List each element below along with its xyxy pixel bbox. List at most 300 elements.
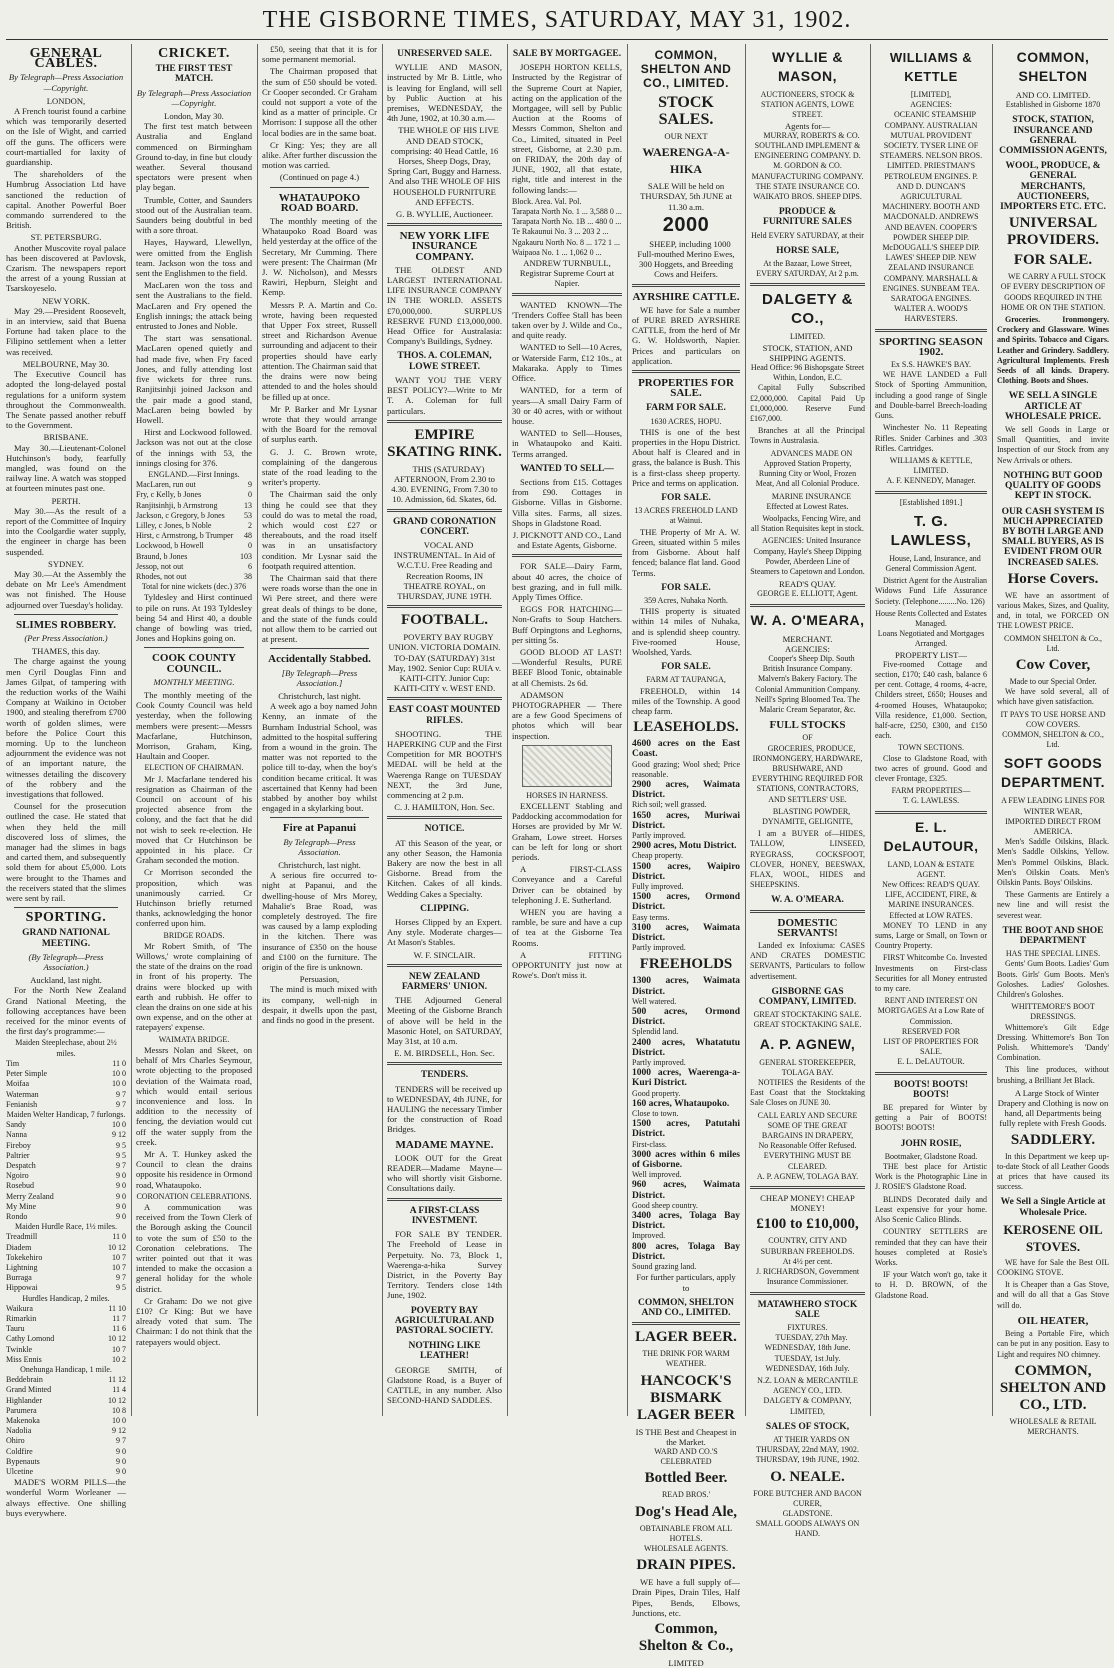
advert-text: GOOD BLOOD AT LAST!—Wonderful Results, PURE BEEF Blood Tonic, obtainable at all Chemists. 2s 6d. (512, 646, 622, 688)
batsman-runs: 38 (244, 571, 252, 581)
advert-text: GREAT STOCKTAKING SALE. GREAT STOCKTAKING SALE. (753, 1010, 862, 1030)
advert-text: THE WHOLE OF HIS LIVE AND DEAD STOCK, comprising: 40 Head Cattle, 16 Horses, Sheep Dogs, Dray, Spring Cart, Buggy and Harness. And also THE WHOLE OF HIS HOUSEHOLD FURNITURE AND EFFECTS. (387, 125, 502, 207)
race-entry (6, 1181, 126, 1191)
horse-name: Tauru (6, 1324, 25, 1334)
advert-heading: FREEHOLDS (639, 956, 733, 973)
advert-subhead: READ BROS.' (661, 1490, 711, 1500)
horse-name: Paltrier (6, 1150, 30, 1160)
advert-text: No Reasonable Offer Refused. (758, 1141, 857, 1151)
advert-subhead: LAND, LOAN & ESTATE AGENT. (887, 859, 975, 879)
advert-text: Loans Negotiated and Mortgages Arranged. (877, 629, 985, 649)
property-detail: Good property. (632, 1088, 681, 1098)
advert-signature: A. P. AGNEW, TOLAGA BAY. (756, 1171, 859, 1181)
advert-text: NOTIFIES the Residents of the East Coast that the Stocktaking Sale Closes on JUNE 30. (750, 1078, 865, 1108)
article-paragraph: The charge against the young men Cyril Douglas Finn and James Gilpat, of tampering with the reduction works of the Waihi Company at Waikino in October 1900, and stealing therefrom £700 worth of golden slimes, were before the Police Court this morning. Up to the luncheon adjournment the evidence was not of an important nature, the witnesses detailing the discovery of the robbery and the investigations that followed. (6, 656, 126, 800)
advert-text: House, Land, Insurance, and General Commission Agent. (885, 553, 981, 573)
article-paragraph: MacLaren won the toss and sent the Australians to the field. MacLaren and Fry opened the English innings; the attack being entrusted to Jones and Noble. (136, 280, 252, 332)
advert-text: WANTED to Sell—10 Acres, or Waterside Farm, £12 10s., at Makaraka. Apply to Times Office. (512, 342, 622, 384)
batsman-runs: 0 (248, 490, 252, 500)
divider (14, 614, 118, 615)
illustration-caption: HORSES IN HARNESS. (526, 790, 608, 800)
race-entry (6, 1324, 126, 1334)
horse-weight: 11 0 (112, 1058, 126, 1068)
horse-name: Waikura (6, 1303, 33, 1313)
advert-text: Five-roomed Cottage and section, £170; £40 cash, balance 6 per cent. Cottage, 4 rooms, 4-acre, Childers street, £650; Houses and 4-roomed Houses, Whataupoko; Villa residence, £1,000. Section, half-acre, £250, £300, and £150 each. (875, 659, 987, 741)
batsman-name: MacLaren, run out (136, 480, 196, 490)
divider (875, 811, 987, 814)
property-heading: 2900 acres, Motu District. (632, 841, 737, 852)
advert-heading: STOCK, STATION, INSURANCE AND GENERAL COMMISSION AGENTS, (999, 115, 1107, 157)
section-heading: ELECTION OF CHAIRMAN. (144, 763, 244, 773)
race-entry (6, 1192, 126, 1202)
advert-text: COUNTRY SETTLERS are reminded that they can have their houses completed at Rosie's Works. (875, 1227, 987, 1267)
advert-text: POVERTY BAY RUGBY UNION. VICTORIA DOMAIN. TO-DAY (SATURDAY) 31st May, 1902. Senior Cup: RUIA v. KAITI-CITY. Junior Cup: KAITI-CITY v. WEST END. (388, 632, 501, 694)
advert-text: MONEY TO LEND in any sums, Large or Small, on Town or Country Property. (875, 920, 987, 951)
divider (270, 817, 369, 818)
advert-text: WE CARRY A FULL STOCK OF EVERY DESCRIPTION OF GOODS REQUIRED IN THE HOME OR ON THE STATION. (1000, 272, 1106, 312)
advert-text: RESERVED FOR (901, 1026, 961, 1036)
advert-text: Held EVERY SATURDAY, at their (751, 230, 864, 240)
advert-heading: DRAIN PIPES. (636, 1557, 736, 1574)
advert-heading: SOFT GOODS DEPARTMENT. (1000, 755, 1106, 791)
advert-heading: PRODUCE & FURNITURE SALES (763, 207, 852, 228)
race-entry (6, 1069, 126, 1079)
property-heading: 1650 acres, Muriwai District. (632, 810, 740, 831)
advert-text: Woolpacks, Fencing Wire, and all Station Requisites kept in stock. (751, 513, 864, 534)
race-entry (6, 1385, 126, 1395)
land-row: Ngakauru North No. 8 ... 172 1 ... (512, 237, 620, 247)
advert-text: Winchester No. 11 Repeating Rifles. Snider Carbines and .303 Rifles. Cartridges. (875, 423, 987, 453)
table-header: Block. Area. Val. Pol. (512, 196, 582, 206)
horse-weight: 11 12 (108, 1375, 126, 1385)
advert-text: BLINDS Decorated daily and Least expensive for your home. Also Scenic Calico Blinds. (875, 1194, 987, 1225)
article-paragraph: Messrs P. A. Martin and Co. wrote, having been requested that Upper Fox street, Russell street and Richardson Avenue surrounding and adjacent to their properties should have early attention. The Chairman said that the drains were now being attended to and the holes should be filled up at once. (262, 299, 377, 402)
article-paragraph: G. J. C. Brown wrote, complaining of the dangerous state of the road leading to the writer's property. (262, 446, 377, 488)
advert-heading: WE SELL A SINGLE ARTICLE AT WHOLESALE PRICE. (1004, 391, 1102, 422)
advert-text: READ'S QUAY. (779, 579, 836, 590)
horse-weight: 10 7 (112, 1262, 126, 1272)
advert-text: A FIRST-CLASS Conveyance and a Careful Driver can be obtained by telephoning J. E. Sutherland. (512, 864, 622, 905)
divider (750, 1186, 865, 1189)
property-detail: Partly improved. (632, 830, 686, 840)
advert-signature: COMMON, SHELTON & CO., Ltd. (1002, 729, 1104, 750)
advert-heading: FOR SALE. (661, 582, 711, 593)
advert-text: New Offices: READ'S QUAY. (882, 880, 980, 889)
horse-name: Miss Ennis (6, 1354, 42, 1364)
masthead-title: THE GISBORNE TIMES, SATURDAY, MAY 31, 1902. (262, 7, 852, 33)
dateline: Auckland, last night. (30, 975, 102, 986)
advert-text: WE have for Sale a number of PURE BRED AYRSHIRE CATTLE, from the herd of Mr G. W. Holdsworth, Napier. Prices and particulars on application. (632, 304, 740, 366)
horse-weight: 9 5 (116, 1283, 126, 1293)
advert-heading: FULL STOCKS (769, 719, 846, 732)
race-entry (6, 1243, 126, 1253)
advert-subhead: AUCTIONEERS, STOCK & STATION AGENTS, LOWE STREET. (760, 90, 855, 120)
property-heading: 160 acres, Whataupoko. (632, 1098, 730, 1109)
divider (387, 697, 502, 700)
advert-heading: BOOTS! BOOTS! BOOTS! (893, 1079, 969, 1100)
advert-heading: WOOL, PRODUCE, & GENERAL MERCHANTS, AUCTIONEERS, IMPORTERS ETC. ETC. (1000, 161, 1106, 213)
article-paragraph: The Chairman said that there were roads worse than the one in Wi Pere street, and there were great deals of things to be done, and the state of the funds could not allow them to be carried out at present. (262, 572, 377, 645)
advert-heading: HANCOCK'S BISMARK LAGER BEER (637, 1372, 735, 1423)
land-row: Tarapata North No. 1B ... 480 0 ... (512, 217, 622, 227)
masthead (0, 0, 1114, 40)
article-paragraph: Mr P. Barker and Mr Lysnar wrote that they would arrange with the Board for the removal of surplus earth. (262, 403, 377, 445)
advert-heading: DALGETY & CO., (762, 291, 853, 328)
race-entry (6, 1171, 126, 1181)
advert-heading: CLIPPING. (420, 903, 469, 914)
horse-weight: 10 0 (112, 1079, 126, 1089)
advert-text: AT THEIR YARDS ON THURSDAY, 22nd MAY, 1902. THURSDAY, 19th JUNE, 1902. (755, 1434, 860, 1465)
race-entry (6, 1141, 126, 1151)
advert-text: Effected at LOW RATES. (889, 910, 973, 920)
horse-weight: 9 12 (112, 1130, 126, 1140)
horse-name: Peter Simple (6, 1069, 48, 1079)
advert-text: TENDERS will be received up to WEDNESDAY, 4th JUNE, for HAULING the necessary Timber for the construction of Road Bridges. (387, 1083, 502, 1135)
advert-subhead: 13 ACRES FREEHOLD LAND at Wainui. (634, 506, 738, 526)
advert-heading: £100 to £10,000, (756, 1216, 859, 1233)
race-entry (6, 1426, 126, 1436)
horse-name: Coldfire (6, 1446, 33, 1456)
article-paragraph: Cr King: Yes; they are all alike. After further discussion the motion was carried. (262, 139, 377, 171)
advert-heading: GISBORNE GAS COMPANY, LIMITED. (758, 986, 857, 1008)
column-rule (745, 44, 746, 1416)
race-entry (6, 1151, 126, 1161)
horse-name: Nanna (6, 1130, 27, 1140)
advert-text: COUNTRY, CITY AND SUBURBAN FREEHOLDS. (760, 1236, 855, 1256)
advert-heading: LAGER BEER. (635, 1329, 737, 1346)
horse-weight: 10 12 (108, 1334, 126, 1344)
horse-weight: 9 0 (116, 1446, 126, 1456)
advert-text: CALL EARLY AND SECURE SOME OF THE GREAT BARGAINS IN DRAPERY, (757, 1110, 858, 1141)
column-8 (875, 44, 987, 1416)
slimes-heading: SLIMES ROBBERY. (15, 618, 117, 631)
test-heading: THE FIRST TEST MATCH. (155, 64, 233, 85)
property-heading: 1500 acres, Patutahi District. (632, 1119, 740, 1140)
advert-heading: MATAWHERO STOCK SALE (757, 1299, 858, 1320)
advert-heading: THOS. A. COLEMAN, LOWE STREET. (397, 351, 492, 372)
race-table (6, 1120, 126, 1222)
advert-subhead: [Established 1891.] (899, 497, 963, 507)
advert-text: FIRST Whitcombe Co. Invested Investments on First-class Securities for all Money entrusted to my care. (875, 953, 987, 994)
horse-name: Highlander (6, 1395, 42, 1405)
advert-signature: E. M. BIRDSELL, Hon. Sec. (394, 1048, 495, 1059)
advert-subhead: [LIMITED], (910, 90, 952, 99)
divider (750, 910, 865, 913)
divider (632, 284, 740, 287)
freehold-list (632, 976, 740, 1272)
advert-text: In this Department we keep up-to-date Stock of all Leather Goods at prices that have caused its success. (997, 1151, 1109, 1192)
horse-weight: 9 7 (116, 1099, 126, 1109)
article-paragraph: A week ago a boy named John Kenny, an inmate of the Burnham Industrial School, was admitted to the hospital suffering from a wound in the groin. The matter was not reported to the police till to-day, when the boy's condition became critical. It was ascertained that Kenny had been stabbed by another boy whilst engaged in a skylarking bout. (262, 701, 377, 814)
advert-heading: GRAND CORONATION CONCERT. (392, 516, 496, 537)
horse-weight: 9 5 (116, 1140, 126, 1150)
article-paragraph: Hayes, Hayward, Llewellyn, were omitted from the English team. Jackson won the toss and sent the Englishmen to the field. (136, 237, 252, 279)
divider (387, 509, 502, 512)
advert-signature: W. F. SINCLAIR. (413, 949, 476, 960)
horse-name: Twinkle (6, 1344, 33, 1354)
property-heading: 1000 acres, Waerenga-a-Kuri District. (632, 1068, 740, 1089)
article-paragraph: The monthly meeting of the Cook County Council was held yesterday, when the following members were present:—Messrs Macfarlane, Hutchinson, Morrison, Graham, King, Haultain and Cooper. (136, 689, 252, 762)
advert-subhead: AGENCIES: (785, 643, 830, 654)
property-detail: Partly improved. (632, 1058, 686, 1068)
advert-text: AGENCIES: United Insurance Company, Hayle's Sheep Dipping Powder, Aberdeen Line of Steamers to Capetown and London. (750, 536, 865, 576)
advert-text: House Rents Collected and Estates Managed. (875, 608, 987, 628)
article-paragraph: A serious fire occurred to-night at Papanui, and the dwelling-house of Mrs Morey, Mahalie's Brae Road, was completely destroyed. The fire was caused by a lamp exploding in the kitchen. There was insurance of £350 on the house and £100 on the furniture. The origin of the fire is unknown. (262, 870, 377, 973)
race-entry (6, 1447, 126, 1457)
article-paragraph: May 29.—President Roosevelt, in an interview, said that Buena Fortune had taken place to the Filipino settlement when a letter was received. (6, 305, 126, 357)
horse-weight: 10 12 (108, 1242, 126, 1252)
article-paragraph: For the North New Zealand Grand National Meeting, the following acceptances have been received for the minor events of the first day's programme:— (6, 985, 126, 1037)
horse-weight: 9 7 (116, 1089, 126, 1099)
advert-text: Agents for— (784, 120, 831, 131)
advert-text: THE best place for Artistic Work is the Photographic Line in J. ROSIE'S Gladstone Road. (875, 1162, 987, 1192)
advert-heading: T. G. LAWLESS, (890, 512, 972, 549)
batsman-row (136, 552, 252, 562)
article-paragraph: Mr A. T. Hunkey asked the Council to clean the drains opposite his residence in Ormond road, Whataupoko. (136, 1148, 252, 1190)
advert-heading: STOCK SALES. (658, 94, 714, 128)
horse-weight: 11 0 (112, 1232, 126, 1242)
column-rule (627, 44, 628, 1416)
horse-weight: 9 0 (116, 1201, 126, 1211)
horse-name: Parumera (6, 1405, 37, 1415)
advert-text: Landed ex Infoxiuma: CASES AND CRATES DOMESTIC SERVANTS, Particulars to follow advertisement. (750, 941, 865, 981)
divider (750, 604, 865, 607)
advert-text: ADAMSON PHOTOGRAPHER — There are a few Good Specimens of photos which will bear inspection. (512, 689, 622, 741)
advert-subhead: GENERAL STOREKEEPER, TOLAGA BAY. (759, 1057, 856, 1077)
advert-subhead: FIXTURES. (787, 1322, 828, 1332)
race-table (6, 1059, 126, 1110)
advert-text: Men's Saddle Oilskins, Black. Men's Saddle Oilskins, Yellow. Men's Pommel Oilskins, Black. Men's Oilskin Coats. Men's Oilskin Pants. Boys' Oilskins. (997, 837, 1109, 887)
advert-text: WANTED to Sell—Houses, in Whataupoko and Kaiti. Terms arranged. (512, 428, 622, 459)
batsman-runs: 9 (248, 480, 252, 490)
property-heading: 3000 acres within 6 miles of Gisborne. (632, 1149, 740, 1171)
column-7 (750, 44, 865, 1539)
advert-text: LOOK OUT for the Great READER—Madame Mayne—who will shortly visit Gisborne. Consultations daily. (387, 1152, 502, 1194)
advert-text: EXCELLENT Stabling and Paddocking accommodation for Horses are provided by Mr W. Graham, Lowe street. Horses can be left for long or short periods. (512, 801, 622, 863)
advert-text: EVERYTHING MUST BE CLEARED. (763, 1151, 852, 1171)
batsman-row (136, 480, 252, 490)
advert-text: District Agent for the Australian Widows Fund Life Assurance Society. (Telephone.........No. 126) (875, 576, 987, 606)
batsman-name: Lilley, c Jones, b Noble (136, 520, 212, 530)
advert-heading: Bottled Beer. (644, 1470, 728, 1487)
advert-signature: J. RICHARDSON, Government Insurance Commissioner. (755, 1267, 860, 1287)
property-heading: 1300 acres, Waimata District. (632, 976, 740, 997)
advert-text: We sell Goods in Large or Small Quantities, and invite Inspection of our Stock from any New Arrivals or others. (997, 425, 1109, 465)
poem-heading: Persuasion, (299, 974, 340, 985)
batsman-name: Fry, c Kelly, b Jones (136, 490, 202, 500)
advert-text: Horses Clipped by an Expert. Any style. Moderate charges—At Mason's Stables. (387, 917, 502, 948)
dateline: SYDNEY. (48, 558, 84, 569)
advert-subhead: STOCK, STATION, AND SHIPPING AGENTS. (762, 342, 853, 363)
horse-name: Diadem (6, 1242, 32, 1252)
horse-weight: 9 7 (116, 1160, 126, 1170)
advert-text: WANT YOU THE VERY BEST POLICY?—Write to Mr T. A. Coleman for full particulars. (387, 374, 502, 416)
advert-heading: AYRSHIRE CATTLE. (632, 290, 740, 303)
horse-name: Ohiro (6, 1436, 25, 1446)
horse-name: Cathy Lomond (6, 1334, 55, 1344)
advert-text: THIS is one of the best properties in the Hopu District. About half is Cleared and in grass, the balance is Bush. This is a first-class sheep property. Price and terms on application. (632, 426, 740, 488)
advert-heading: O. NEALE. (770, 1468, 845, 1485)
article-paragraph: Mr Robert Smith, of 'The Willows,' wrote complaining of the state of the drains on the road in front of his property. The drains were blocked up with earth and rubbish. He offer to clean the drains on one side at his own expense, and on the other at ratepayers' expense. (136, 940, 252, 1033)
horse-name: Waterman (6, 1089, 39, 1099)
advert-text: WYLLIE AND MASON, instructed by Mr B. Little, who is leaving for England, will sell by Public Auction at his premises, WEDNESDAY, the 4th June, 1902, at 10.30 a.m.— (387, 62, 502, 124)
advert-heading: Cow Cover, (1015, 656, 1091, 673)
property-detail: Good grazing; Wool shed; Price reasonable. (632, 759, 740, 779)
race-entry (6, 1416, 126, 1426)
horse-weight: 10 0 (112, 1069, 126, 1079)
dateline: BRISBANE. (43, 432, 89, 443)
whataupoko-heading: WHATAUPOKO ROAD BOARD. (278, 191, 361, 214)
dateline: MELBOURNE, May 30. (22, 358, 110, 369)
scorecard (136, 480, 252, 582)
race-entry (6, 1232, 126, 1242)
advert-subhead: 1630 ACRES, HOPU. (650, 416, 722, 426)
property-heading: 1500 acres, Waipiro District. (632, 861, 740, 882)
dateline: THAMES, this day. (31, 646, 101, 657)
horse-weight: 10 12 (108, 1395, 126, 1405)
race-entry (6, 1304, 126, 1314)
divider (387, 605, 502, 608)
batsman-row (136, 511, 252, 521)
batsman-name: Rhodes, not out (136, 571, 187, 581)
advert-heading: COMMON, SHELTON AND CO., LIMITED. (637, 1297, 735, 1318)
horse-weight: 9 0 (116, 1181, 126, 1191)
property-heading: 1500 acres, Ormond District. (632, 892, 740, 913)
fire-heading: Fire at Papanui (282, 822, 357, 835)
advert-text: SALE Will be held on THURSDAY, 5th JUNE at 11.30 a.m. (640, 181, 732, 212)
horse-name: Rondo (6, 1211, 28, 1221)
race-entry (6, 1263, 126, 1273)
property-heading: 800 acres, Tolaga Bay District. (632, 1241, 740, 1262)
divider (875, 329, 987, 332)
advert-heading: We Sell a Single Article at Wholesale Price. (1000, 1197, 1106, 1218)
advert-text: GEORGE SMITH, of Gladstone Road, is a Buyer of CATTLE, in any number. Also SECOND-HAND SADDLES. (387, 1364, 502, 1406)
column-5 (512, 44, 622, 1416)
advert-subhead: FORE BUTCHER AND BACON CURER, (753, 1488, 862, 1508)
horse-name: Despatch (6, 1160, 36, 1170)
column-rule (870, 44, 871, 1416)
advert-heading: OIL HEATER, (1017, 1314, 1089, 1327)
horse-name: Rimarkin (6, 1313, 37, 1323)
advert-heading: FOOTBALL. (400, 612, 489, 629)
batsman-name: Lockwood, b Howell (136, 541, 204, 551)
divider (387, 420, 502, 423)
scorecard-heading: ENGLAND.—First Innings. (148, 469, 240, 479)
race-entry (6, 1314, 126, 1324)
advert-text: THE OLDEST AND LARGEST INTERNATIONAL LIFE INSURANCE COMPANY IN THE WORLD. ASSETS £70,000,000. SURPLUS RESERVE FUND £13,000,000. Head Office for Australasia: Company's Buildings, Sydney. (387, 264, 502, 347)
advert-text: THIS (SATURDAY) AFTERNOON, From 2.30 to 4.30. EVENING, From 7.30 to 10. Admission, 6d. Skates, 6d. (391, 463, 498, 505)
divider (632, 1322, 740, 1325)
advert-text: WANTED KNOWN—The 'Trenders Coffee Stall has been taken over by J. Wilde and Co., and quite ready. (512, 299, 622, 341)
advert-text: BLASTING POWDER, DYNAMITE, GELIGNITE, (762, 806, 853, 826)
advert-heading: E. L. DeLAUTOUR, (883, 818, 979, 854)
race-entry (6, 1375, 126, 1385)
advert-text: MURRAY, ROBERTS & CO. SOUTHLAND IMPLEMENT & ENGINEERING COMPANY. D. M. GORDON & CO. MANUFACTURING COMPANY. THE STATE INSURANCE CO. WAIKATO BROS. SHEEP DIPS. (751, 130, 864, 202)
advert-text: This line produces, without brushing, a Brilliant Jet Black. (997, 1065, 1109, 1085)
article-paragraph: May 30.—At the Assembly the debate on Mr Lee's Amendment was not finished. The House adjourned over Tuesday's holiday. (6, 568, 126, 610)
dateline: NEW YORK. (42, 295, 90, 306)
advert-text: We have sold several, all of which have given satisfaction. (997, 687, 1109, 707)
batsman-name: Jackson, c Gregory, b Jones (136, 510, 225, 520)
race-entry (6, 1436, 126, 1446)
advert-heading: UNIVERSAL PROVIDERS. (1006, 215, 1100, 249)
advert-text: N.Z. LOAN & MERCANTILE AGENCY CO., LTD. (757, 1375, 858, 1396)
advert-heading: SADDLERY. (1010, 1131, 1096, 1148)
divider (512, 293, 622, 296)
sheep-count: 2000 (662, 213, 710, 236)
advert-text: Whittemore's Gilt Edge Dressing. Whittemore's Bon Ton Polish. Whittemore's 'Dandy' Combination. (997, 1022, 1109, 1063)
horse-weight: 9 0 (116, 1467, 126, 1477)
advert-text: OUR NEXT (664, 131, 708, 141)
advert-heading: SPORTING SEASON 1902. (879, 335, 983, 358)
horse-name: Sandy (6, 1120, 26, 1130)
cricket-heading: CRICKET. (158, 46, 230, 61)
race-table (6, 1232, 126, 1293)
advert-heading: Dog's Head Ale, (634, 1503, 738, 1520)
article-paragraph: Counsel for the prosecution outlined the case. He stated that when they held the mill discovered loss of slimes, the manager had the slimes in bags and carted them, and subsequently sold them for about £5,000. Lots were brought to the Thames and the receivers stated that the slimes were sent by rail. (6, 801, 126, 904)
advert-heading: COMMON, SHELTON (1016, 49, 1090, 84)
horse-name: Treadmill (6, 1232, 38, 1242)
advert-text: TUESDAY, 27th May. WEDNESDAY, 18th June. TUESDAY, 1st July. WEDNESDAY, 16th July. (764, 1333, 851, 1373)
race-heading: Maiden Hurdle Race, 1½ miles. (15, 1222, 117, 1232)
horse-weight: 11 10 (108, 1303, 126, 1313)
divider (270, 648, 369, 649)
section-heading: CORONATION CELEBRATIONS. (136, 1191, 252, 1201)
advert-signature: T. G. LAWLESS. (902, 796, 960, 806)
dateline: LONDON, (46, 95, 86, 106)
article-paragraph: A French tourist found a carbine which was temporarily deserted on the Isle of Wight, and carried off the guns. The officers were court-martialled for laxity of guardianship. (6, 106, 126, 168)
advert-text: A Large Stock of Winter Drapery and Clothing is now on hand, all Departments being fully replete with Fresh Goods. (997, 1087, 1109, 1129)
advert-text: OCEANIC STEAMSHIP COMPANY. AUSTRALIAN MUTUAL PROVIDENT SOCIETY. TYSER LINE OF STEAMERS. NELSON BROS. LIMITED. PRIESTMAN'S PETROLEUM ENGINES. P. AND D. DUNCAN'S AGRICULTURAL MACHINERY. BOOTH AND MACDONALD. ANDREWS AND BEAVEN. COOPER'S POWDER SHEEP DIP. McDOUGALL'S SHEEP DIP. LAWES' SHEEP DIP. NEW ZEALAND INSURANCE COMPANY. MARSHALL & ENGINES. SUNBEAM TEA. SARATOGA ENGINES. WALTER A. WOOD'S HARVESTERS. (879, 110, 983, 324)
advert-text: EGGS FOR HATCHING—Non-Grafts to Soup Hatchers. Buff Orpingtons and Leghorns, per sitting 5s. (512, 604, 622, 645)
advert-text: Branches at all the Principal Towns in Australasia. (750, 426, 865, 446)
advert-subhead: TOWN SECTIONS. (897, 743, 965, 753)
race-entry (6, 1273, 126, 1283)
batsman-row (136, 490, 252, 500)
column-1 (6, 44, 126, 1518)
advert-signature: GEORGE E. ELLIOTT, Agent. (757, 589, 858, 599)
race-table (6, 1375, 126, 1477)
advert-heading: EMPIRE SKATING RINK. (387, 426, 502, 460)
advert-heading: TENDERS. (420, 1070, 469, 1081)
advert-heading: FARM FOR SALE. (646, 403, 726, 414)
advert-heading: A FIRST-CLASS INVESTMENT. (409, 1205, 480, 1226)
advert-subhead: Bootmaker, Gladstone Road. (884, 1151, 978, 1161)
property-heading: 2900 acres, Waimata District. (632, 779, 740, 801)
divider (875, 491, 987, 494)
advert-text: RENT AND INTEREST ON MORTGAGES At a Low Rate of Commission. (877, 996, 985, 1026)
advert-text: WE have for Sale the Best OIL COOKING STOVE. (997, 1257, 1109, 1278)
advert-text: THIS property is situated within 14 miles of Nuhaka, and is splendid sheep country. Five-roomed House, Woolshed, Yards. (632, 606, 740, 657)
advert-heading: UNRESERVED SALE. (397, 49, 492, 59)
article-paragraph: A communication was received from the Town Clerk of the Borough asking the Council to vote the sum of £50 to the Coronation celebrations. The writer pointed out that it was intended to make the occasion a general holiday for the whole district. (136, 1201, 252, 1294)
stabbed-heading: Accidentally Stabbed. (268, 653, 371, 666)
advert-heading: MADAME MAYNE. (395, 1138, 494, 1151)
horse-name: Merry Zealand (6, 1191, 54, 1201)
advert-subhead: THE DRINK FOR WARM WEATHER. (642, 1349, 730, 1369)
advert-text: At 4½ per cent. (782, 1256, 833, 1266)
property-detail: Rich soil; well grassed. (632, 800, 707, 810)
horse-name: Moifaa (6, 1079, 30, 1089)
advert-text: It is Cheaper than a Gas Stove, and will do all that a Gas Stove will do. (997, 1280, 1109, 1310)
race-entry (6, 1334, 126, 1344)
horse-weight: 9 0 (116, 1191, 126, 1201)
advert-heading: WYLLIE & MASON, (772, 49, 843, 84)
horse-name: Makenoka (6, 1416, 40, 1425)
race-entry (6, 1457, 126, 1467)
dateline: Christchurch, last night. (278, 690, 361, 701)
advert-heading: JOHN ROSIE, (900, 1138, 962, 1149)
